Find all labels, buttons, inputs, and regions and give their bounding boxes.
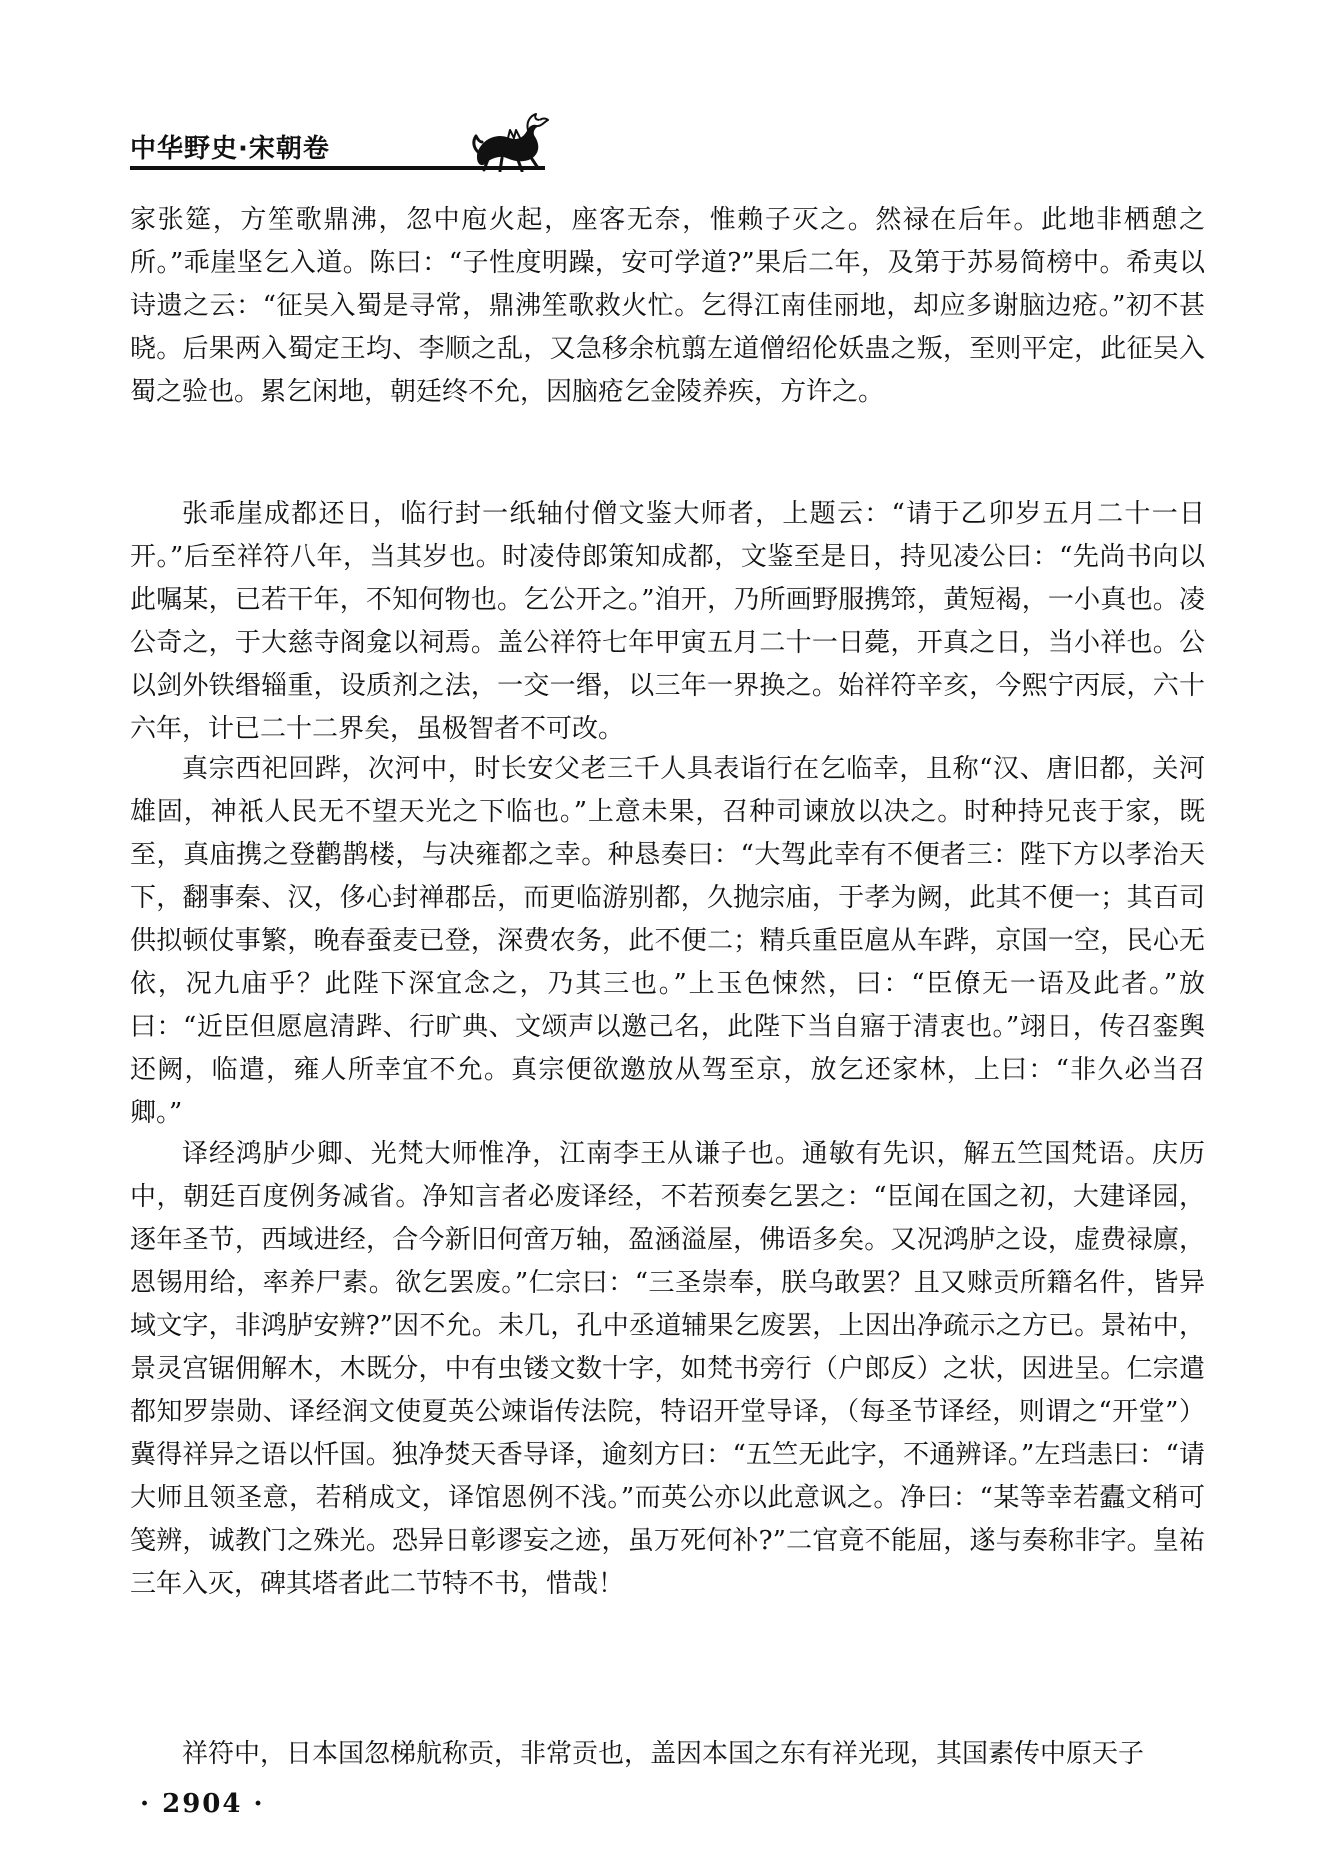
paragraph-continued [130, 199, 1205, 414]
paragraph-weijing [130, 1133, 1205, 1606]
paragraph: 祥符中，日本国忽梯航称贡，非常贡也，盖因本国之东有祥光现，其国素传中原天子 [182, 1739, 1145, 1769]
page-number: · 2904 · [140, 1789, 265, 1819]
paragraph: 家张筵，方笙歌鼎沸，忽中庖火起，座客无奈，惟赖子灭之。然禄在后年。此地非栖憩之所。”乖崖坚乞入道。陈曰：“子性度明躁，安可学道?”果后二年，及第于苏易简榜中。希夷以诗遗之云：“征吴入蜀是寻常，鼎沸笙歌救火忙。乞得江南佳丽地，却应多谢脑边疮。”初不甚晓。后果两入蜀定王均、李顺之乱，又急移余杭翦左道僧绍伦妖蛊之叛，至则平定，此征吴入蜀之验也。累乞闲地，朝廷终不允，因脑疮乞金陵养疾，方许之。 [130, 205, 1205, 407]
paragraph: 真宗西祀回跸，次河中，时长安父老三千人具表诣行在乞临幸，且称“汉、唐旧都，关河雄固，神祇人民无不望天光之下临也。”上意未果，召种司谏放以决之。时种持兄丧于家，既至，真庙携之登鹳鹊楼，与决雍都之幸。种恳奏曰：“大驾此幸有不便者三：陛下方以孝治天下，翻事秦、汉，侈心封禅郡岳，而更临游别都，久抛宗庙，于孝为阙，此其不便一；其百司供拟顿仗事繁，晚春蚕麦已登，深费农务，此不便二；精兵重臣扈从车跸，京国一空，民心无依，况九庙乎？此陛下深宜念之，乃其三也。”上玉色悚然，曰：“臣僚无一语及此者。”放曰：“近臣但愿扈清跸、行旷典、文颂声以邀己名，此陛下当自寤于清衷也。”翊日，传召銮舆还阙，临遣，雍人所幸宜不允。真宗便欲邀放从驾至京，放乞还家林，上曰：“非久必当召卿。” [130, 754, 1205, 1128]
paragraph-zhang-guaiya [130, 493, 1205, 751]
dragon-icon [468, 108, 550, 172]
book-title: 中华野史·宋朝卷 [130, 134, 330, 164]
paragraph: 译经鸿胪少卿、光梵大师惟净，江南李王从谦子也。通敏有先识，解五竺国梵语。庆历中，朝廷百度例务减省。净知言者必废译经，不若预奏乞罢之：“臣闻在国之初，大建译园，逐年圣节，西域进经，合今新旧何啻万轴，盈涵溢屋，佛语多矣。又况鸿胪之设，虚费禄廪，恩锡用给，率养尸素。欲乞罢废。”仁宗曰：“三圣崇奉，朕乌敢罢？且又赇贡所籍名件，皆异域文字，非鸿胪安辨?”因不允。未几，孔中丞道辅果乞废罢，上因出净疏示之方已。景祐中，景灵宫锯佣解木，木既分，中有虫镂文数十字，如梵书旁行（户郎反）之状，因进呈。仁宗遣都知罗崇勋、译经润文使夏英公竦诣传法院，特诏开堂导译，（每圣节译经，则谓之“开堂”）冀得祥异之语以忏国。独净焚天香导译，逾刻方曰：“五竺无此字，不通辨译。”左珰恚曰：“请大师且领圣意，若稍成文，译馆恩例不浅。”而英公亦以此意讽之。净曰：“某等幸若蠹文稍可笺辨，诚教门之殊光。恐异日彰谬妄之迹，虽万死何补?”二官竟不能屈，遂与奏称非字。皇祐三年入灭，碑其塔者此二节特不书，惜哉！ [130, 1139, 1205, 1599]
paragraph: 张乖崖成都还日，临行封一纸轴付僧文鉴大师者，上题云：“请于乙卯岁五月二十一日开。”后至祥符八年，当其岁也。时凌侍郎策知成都，文鉴至是日，持见凌公曰：“先尚书向以此嘱某，已若干年，不知何物也。乞公开之。”洎开，乃所画野服携筇，黄短褐，一小真也。凌公奇之，于大慈寺阁龛以祠焉。盖公祥符七年甲寅五月二十一日薨，开真之日，当小祥也。公以剑外铁缗辎重，设质剂之法，一交一缗，以三年一界换之。始祥符辛亥，今熙宁丙辰，六十六年，计已二十二界矣，虽极智者不可改。 [130, 499, 1205, 744]
paragraph-xiangfu [130, 1733, 1205, 1776]
paragraph-zhenzong [130, 748, 1205, 1135]
